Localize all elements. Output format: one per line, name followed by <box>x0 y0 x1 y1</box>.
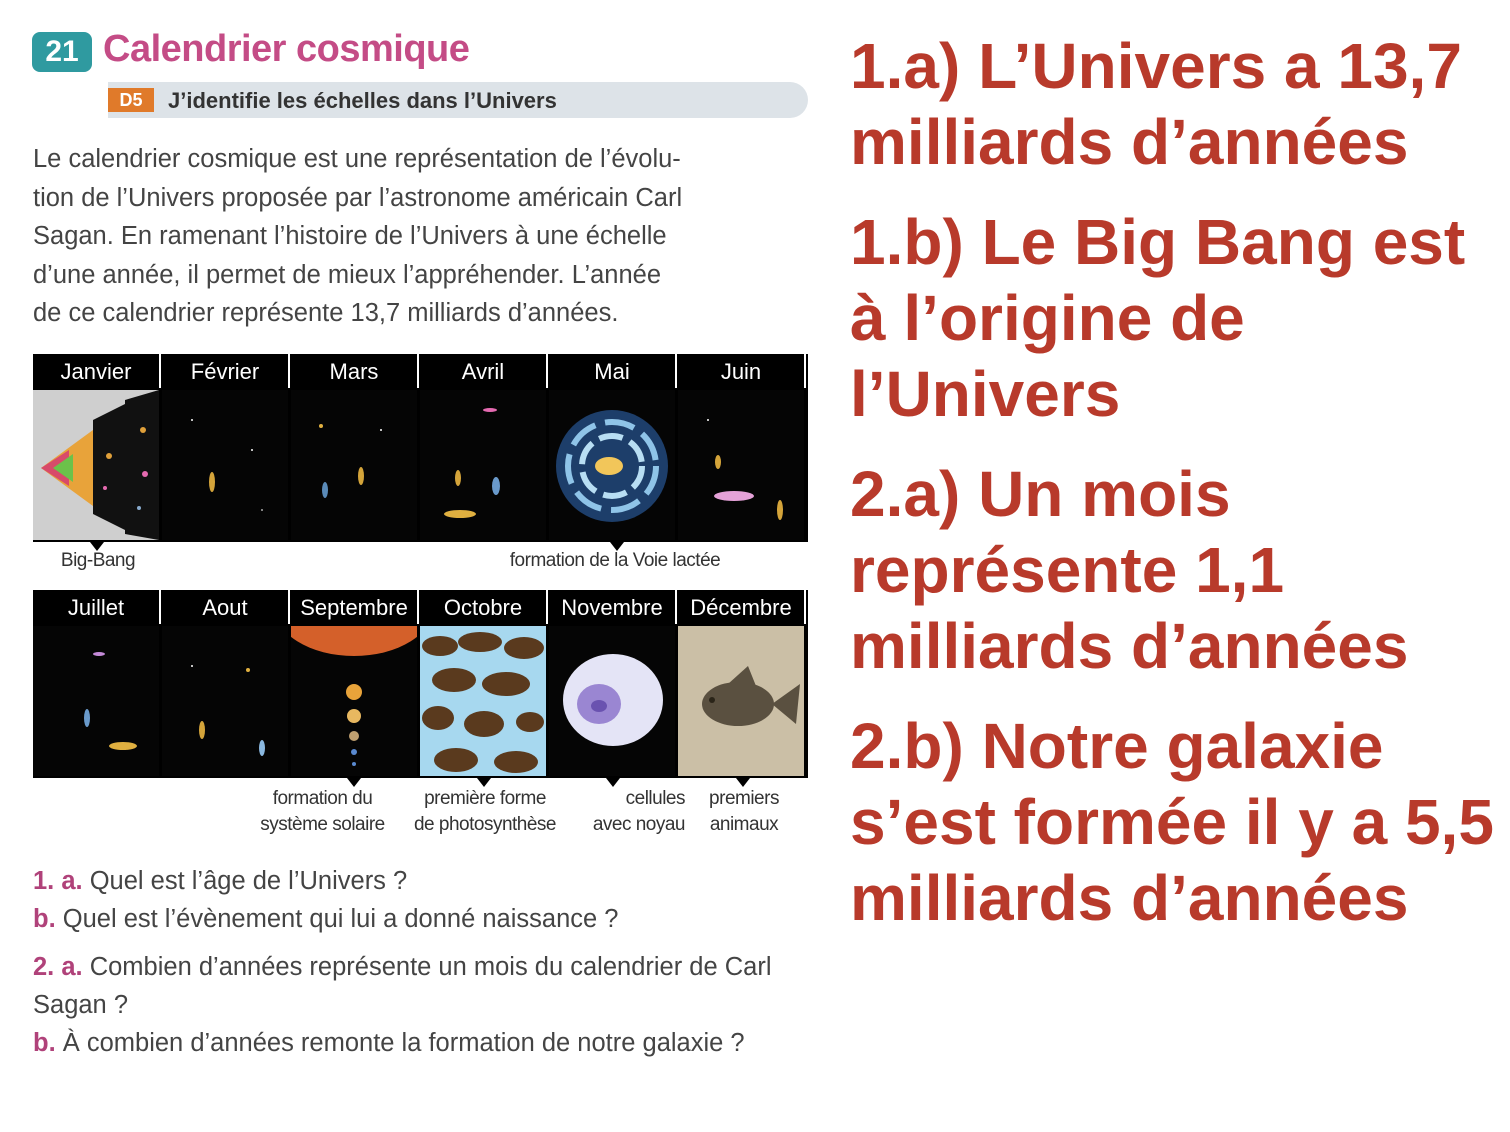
intro-line: Sagan. En ramenant l’histoire de l’Univers à une échelle <box>33 222 667 250</box>
question-1b <box>33 900 809 938</box>
galaxy-image <box>162 626 288 776</box>
caption-photosynthesis <box>400 786 570 838</box>
question-number: b. <box>33 905 56 933</box>
photosynthesis-image <box>420 626 546 776</box>
month-cell-juin <box>678 354 806 542</box>
question-text: Quel est l’âge de l’Univers ? <box>82 867 408 895</box>
question-text: À combien d’années remonte la formation de notre galaxie ? <box>55 1029 745 1057</box>
caption-line: système solaire <box>260 814 385 835</box>
question-text: Combien d’années représente un mois du calendrier de Carl Sagan ? <box>33 953 772 1019</box>
big-bang-illustration <box>33 390 159 540</box>
galaxy-image <box>420 390 546 540</box>
cell-nucleus-image <box>549 626 675 776</box>
caption-big-bang: Big-Bang <box>60 550 136 571</box>
caption-line: de photosynthèse <box>413 814 556 835</box>
month-label: Janvier <box>33 354 161 388</box>
month-label: Juin <box>678 354 806 388</box>
galaxy-image <box>162 390 288 540</box>
skill-text: J’identifie les échelles dans l’Univers <box>168 88 557 113</box>
caption-line: avec noyau <box>592 814 685 835</box>
galaxy-image <box>33 626 159 776</box>
month-label: Septembre <box>291 590 419 624</box>
month-cell-octobre <box>420 590 548 778</box>
caption-solar-system <box>240 786 405 838</box>
caption-milky-way: formation de la Voie lactée <box>509 550 721 571</box>
intro-line: d’une année, il permet de mieux l’appréhender. L’année <box>33 260 662 289</box>
month-label: Avril <box>420 354 548 388</box>
intro-line: tion de l’Univers proposée par l’astronome américain Carl <box>33 183 683 212</box>
month-label: Février <box>162 354 290 388</box>
month-label: Décembre <box>678 590 806 624</box>
intro-paragraph <box>33 140 809 333</box>
exercise-title: Calendrier cosmique <box>103 28 470 70</box>
caption-line: animaux <box>709 814 779 835</box>
skill-bar <box>108 82 808 118</box>
month-cell-juillet <box>33 590 161 778</box>
question-number: 2. a. <box>33 953 83 981</box>
question-number: b. <box>33 1029 56 1057</box>
fossil-fish-image <box>678 626 804 776</box>
caption-line: premiers <box>709 788 779 809</box>
calendar-row-2 <box>33 590 808 778</box>
answer-1b: 1.b) Le Big Bang est à l’origine de l’Univers <box>850 206 1466 430</box>
answer-2b: 2.b) Notre galaxie s’est formée il y a 5,5 milliards d’années <box>850 710 1494 934</box>
skill-code: D5 <box>108 88 154 112</box>
caption-animals <box>694 786 794 838</box>
month-label: Juillet <box>33 590 161 624</box>
month-cell-novembre <box>549 590 677 778</box>
calendar-row-1 <box>33 354 808 542</box>
question-2a <box>33 948 809 1024</box>
answers-panel <box>850 28 1500 960</box>
month-label: Novembre <box>549 590 677 624</box>
caption-cells <box>575 786 685 838</box>
month-cell-decembre <box>678 590 806 778</box>
answer-1a: 1.a) L’Univers a 13,7 milliards d’années <box>850 30 1462 178</box>
month-label: Octobre <box>420 590 548 624</box>
galaxy-image <box>678 390 804 540</box>
month-cell-janvier <box>33 354 161 542</box>
exercise-number-badge: 21 <box>32 32 92 72</box>
month-cell-mars <box>291 354 419 542</box>
month-cell-avril <box>420 354 548 542</box>
question-1a <box>33 862 809 900</box>
caption-line: cellules <box>625 788 685 809</box>
answer-2a: 2.a) Un mois représente 1,1 milliards d’années <box>850 458 1409 682</box>
month-cell-fevrier <box>162 354 290 542</box>
intro-line: de ce calendrier représente 13,7 milliards d’années. <box>33 299 619 327</box>
month-label: Mai <box>549 354 677 388</box>
intro-line: Le calendrier cosmique est une représentation de l’évolu- <box>33 145 681 173</box>
month-cell-septembre <box>291 590 419 778</box>
caption-line: formation du <box>272 788 373 809</box>
question-list <box>33 862 809 1062</box>
milky-way-image <box>549 390 675 540</box>
month-label: Mars <box>291 354 419 388</box>
question-number: 1. a. <box>33 867 83 895</box>
caption-line: première forme <box>424 788 546 809</box>
month-cell-aout <box>162 590 290 778</box>
galaxy-image <box>291 390 417 540</box>
month-label: Aout <box>162 590 290 624</box>
month-cell-mai <box>549 354 677 542</box>
solar-system-image <box>291 626 417 776</box>
question-text: Quel est l’évènement qui lui a donné naissance ? <box>55 905 619 933</box>
question-2b <box>33 1024 809 1062</box>
